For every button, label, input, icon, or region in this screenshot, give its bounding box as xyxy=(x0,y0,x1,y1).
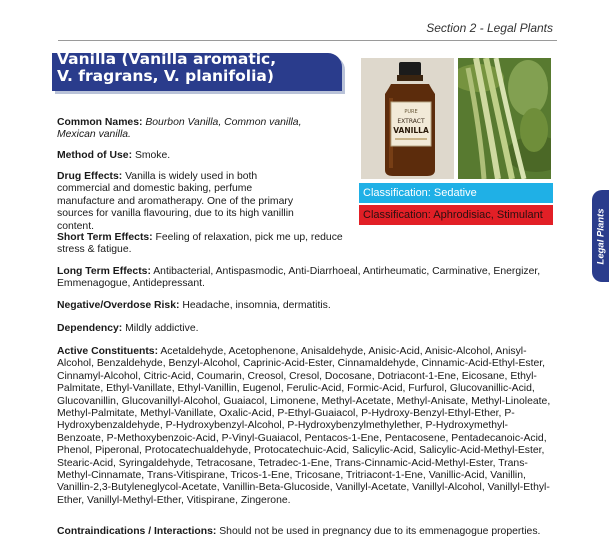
method-label: Method of Use: xyxy=(57,150,133,161)
long-term-label: Long Term Effects: xyxy=(57,266,151,277)
long-term-text: Antibacterial, Antispasmodic, Anti-Diarrhoeal, Antirheumatic, Carminative, Energizer, Emmenagogue, Antidepressant. xyxy=(57,266,541,290)
classification-primary: Classification: Sedative xyxy=(359,183,553,203)
bottle-label-line-1: PURE xyxy=(404,109,418,115)
common-names-text: Bourbon Vanilla, Common vanilla, Mexican vanilla. xyxy=(57,117,302,141)
vanilla-extract-bottle-photo xyxy=(361,58,454,179)
negative-text: Headache, insomnia, dermatitis. xyxy=(182,300,331,311)
entry-active-constituents xyxy=(57,346,554,507)
entry-common-names xyxy=(57,117,317,142)
header-rule xyxy=(58,40,557,41)
drug-effects-label: Drug Effects: xyxy=(57,171,123,182)
entry-short-term-effects xyxy=(57,232,347,257)
entry-method-of-use xyxy=(57,150,317,162)
classification-secondary: Classification: Aphrodisiac, Stimulant xyxy=(359,205,553,225)
dependency-text: Mildly addictive. xyxy=(125,323,199,334)
side-tab-legal-plants[interactable] xyxy=(592,190,609,282)
contraindications-text: Should not be used in pregnancy due to its emmenagogue properties. xyxy=(219,526,541,537)
vanilla-pods-photo xyxy=(458,58,551,179)
title-line-1: Vanilla (Vanilla aromatic, xyxy=(57,50,277,68)
side-tab-label: Legal Plants xyxy=(595,208,606,264)
dependency-label: Dependency: xyxy=(57,323,123,334)
contraindications-label: Contraindications / Interactions: xyxy=(57,526,217,537)
active-text: Acetaldehyde, Acetophenone, Anisaldehyde, Anisic-Acid, Anisic-Alcohol, Anisyl-Alcohol, Benzaldehyde, Benzyl-Alcohol, Caprinic-Acid-Ester, Cinnamaldehyde, Cinnamic-Acid-Ethyl-Ester, Cinnamyl-Alcohol, Citric-Acid, Coumarin, Creosol, Cresol, Docosane, Dotriacont-1-Ene, Eicosane, Ethyl-Palmitate, Ethyl-Vanillate, Ethyl-Vanillin, Eugenol, Ferulic-Acid, Formic-Acid, Furfurol, Glucovanillic-Acid, Glucovanillin, Glucovanillyl-Alcohol, Guaiacol, Limonene, Methyl-Acetate, Methyl-Anisate, Methyl-Linoleate, Methyl-Palmitate, Methyl-Vanillate, Oxalic-Acid, P-Ethyl-Guaiacol, P-Hydroxy-Benzyl-Ethyl-Ether, P-Hydroxybenzaldehyde, P-Hydroxybenzyl-Alcohol, P-Hydroxybenzylmethylether, P-Hydroxymethyl-Benzoate, P-Methoxybenzoic-Acid, P-Vinyl-Guaiacol, Pentacos-1-Ene, Pentacosene, Pentadecanoic-Acid, Phenol, Piperonal, Protocatechualdehyde, Protocatechuic-Acid, Salicylic-Acid, Salicylic-Acid-Methyl-Ester, Stearic-Acid, Syringaldehyde, Tetracosane, Tetradec-1-Ene, Trans-Cinnamic-Acid-Methyl-Ester, Trans-Methyl-Cinnamate, Trans-Vitispirane, Tricos-1-Ene, Tricosane, Tritriacont-1-Ene, Vanillic-Acid, Vanillin, Vanillin-2,3-Butyleneglycol-Acetate, Vanillin-Beta-Glucoside, Vanillyl-Acetate, Vanillyl-Alcohol, Vanillyl-Ethyl-Ether, Vanillyl-Methyl-Ether, Vitispirane, Zingerone. xyxy=(57,346,551,506)
entry-dependency xyxy=(57,323,547,335)
title-line-2: V. fragrans, V. planifolia) xyxy=(57,67,274,85)
entry-contraindications xyxy=(57,526,554,538)
drug-effects-text: Vanilla is widely used in both commercial and domestic baking, perfume manufacture and aromatherapy. One of the primary sources for vanilla flavouring, due to its high vanillin content. xyxy=(57,171,294,232)
method-text: Smoke. xyxy=(134,150,171,161)
active-label: Active Constituents: xyxy=(57,346,159,357)
common-names-label: Common Names: xyxy=(57,117,143,128)
page-title xyxy=(57,51,337,85)
negative-label: Negative/Overdose Risk: xyxy=(57,300,180,311)
entry-negative-overdose xyxy=(57,300,547,312)
short-term-label: Short Term Effects: xyxy=(57,232,153,243)
bottle-label-line-2: EXTRACT xyxy=(397,118,425,125)
entry-long-term-effects xyxy=(57,266,547,291)
vanilla-pods-illustration xyxy=(458,58,551,179)
short-term-text: Feeling of relaxation, pick me up, reduce stress & fatigue. xyxy=(57,232,343,256)
section-header: Section 2 - Legal Plants xyxy=(426,21,553,35)
entry-drug-effects xyxy=(57,171,307,233)
bottle-illustration xyxy=(361,58,454,179)
bottle-label-line-3: VANILLA xyxy=(393,126,429,135)
